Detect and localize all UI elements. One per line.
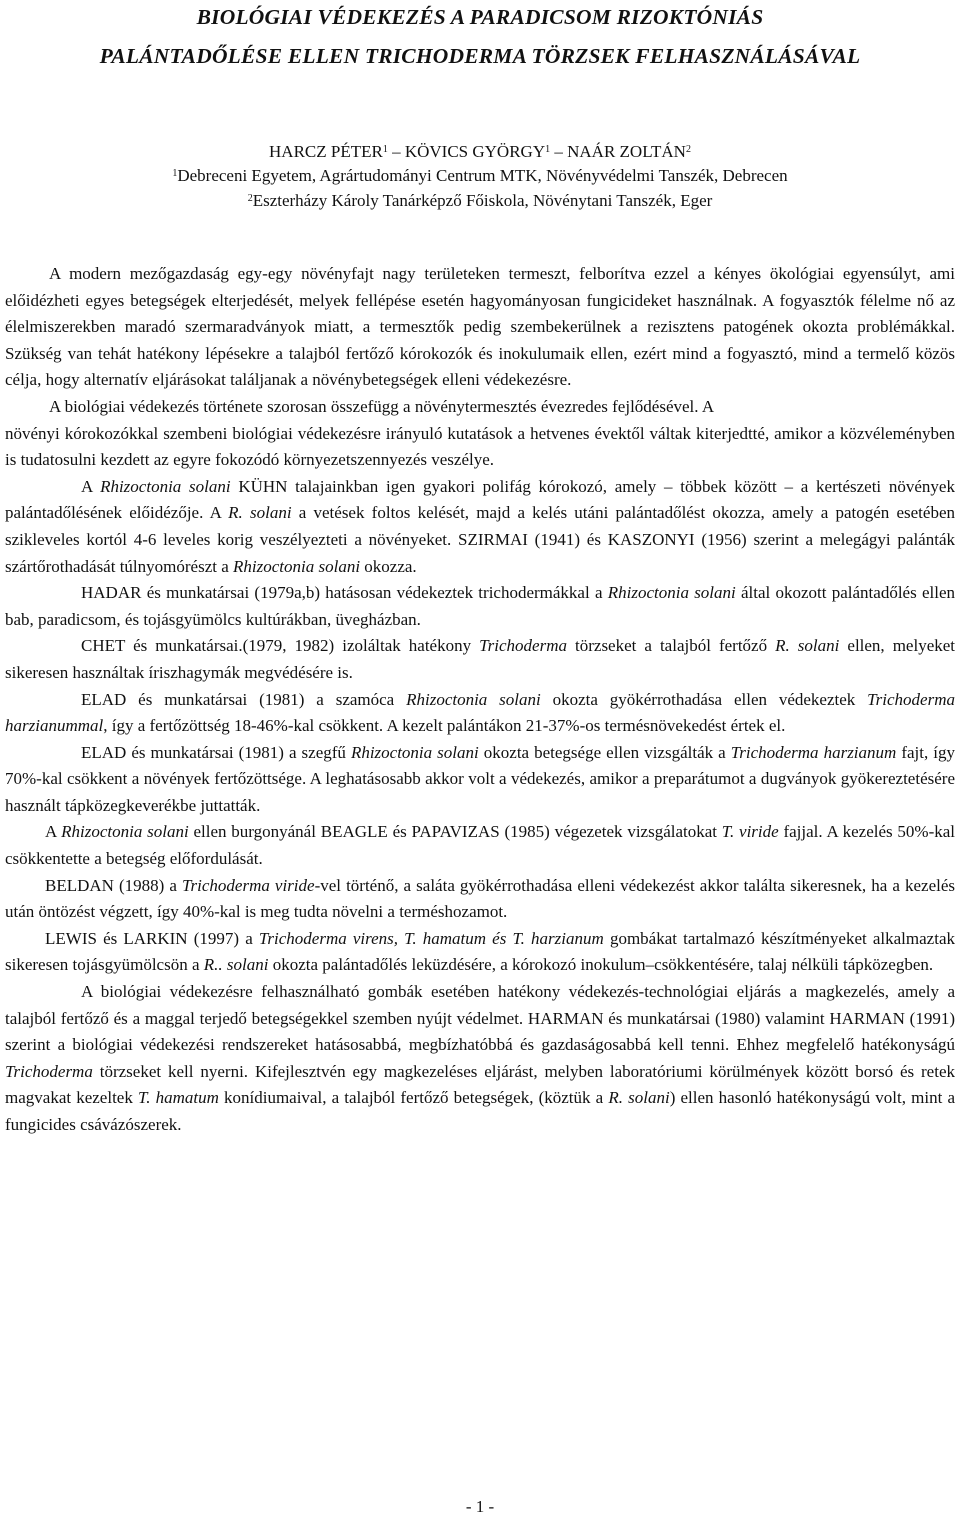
paragraph-10: [5, 926, 955, 979]
text-run: okozta palántadőlés leküzdésére, a kórokozó inokulum–csökkentésére, talaj nélküli tápközegben.: [268, 955, 934, 975]
text-run: [243, 503, 250, 522]
author-2-affiliation-mark: 1: [545, 144, 551, 155]
paragraph-7: [5, 740, 955, 820]
paragraph-2a: A biológiai védekezés története szorosan összefügg a növénytermesztés évezredes fejlődésével. A: [49, 396, 715, 416]
text-run: okozta betegsége ellen vizsgálták a: [478, 742, 731, 762]
species-name: Rhizoctonia solani: [61, 822, 189, 842]
species-name: R. solani: [775, 636, 840, 656]
author-separator: –: [392, 142, 401, 161]
author-separator: –: [554, 142, 563, 161]
species-name: solani: [250, 503, 292, 523]
body-text: [5, 261, 955, 1139]
text-run: ellen, melyeket sikeresen használtak íriszhagymák megvédésére is.: [5, 636, 956, 682]
species-name: R. solani: [608, 1088, 670, 1108]
text-run: fajt, így 70%-kal csökkent a növények fertőzöttsége. A leghatásosabb akkor volt a védekezés, amikor a preparátumot a dugványok gyökereztetésére használt tápközegkeverékbe juttatták.: [5, 742, 955, 815]
text-run: által okozott palántadőlés ellen bab, paradicsom, és tojásgyümölcs kultúrákban, üvegházban.: [5, 583, 955, 629]
paragraph-9: [5, 873, 955, 926]
species-name: Trichoderma viride: [182, 875, 315, 895]
paragraph-1: A modern mezőgazdaság egy-egy növényfajt nagy területeken termeszt, felborítva ezzel a kényes ökológiai egyensúlyt, ami előidézheti egyes betegségek elterjedését, melyek fellépése esetén hagyományosan fungicideket használnak. A fogyasztók félelme nő az élelmiszerekben maradó szermaradványok miatt, a termesztők pedig szembekerülnek a rezisztens patogének okozta problémákkal. Szükség van tehát hatékony lépésekre a talajból fertőző kórokozók és inokulumaik ellen, ezért mind a fogyasztó, mind a termelő közös célja, hogy alternatív eljárásokat találjanak a növénybetegségek elleni védekezésre.: [5, 264, 955, 390]
species-name: R.. solani: [203, 955, 269, 975]
title-line-1: BIOLÓGIAI VÉDEKEZÉS A PARADICSOM RIZOKTÓNIÁS: [196, 5, 764, 29]
text-run: A: [81, 476, 101, 496]
text-run: okozza.: [360, 556, 417, 576]
species-name: Trichoderma virens, T. hamatum és T. harzianum: [258, 928, 604, 948]
text-run: ELAD és munkatársai (1981) a szegfű: [81, 742, 351, 762]
paragraph-2b: növényi kórokozókkal szembeni biológiai védekezésre irányuló kutatások a hetvenes évektől váltak kiterjedtté, amikor a közvéleményben is tudatosulni kezdett az egyre fokozódó környezetszennyezés veszélye.: [5, 423, 955, 470]
text-run: törzseket kell nyerni. Kifejlesztvén egy magkezeléses eljárást, melyben laboratóriumi körülmények között borsó és retek magvakat kezeltek: [5, 1061, 955, 1108]
paragraph-8: [5, 819, 955, 872]
affiliation-2-text: Eszterházy Károly Tanárképző Főiskola, Növénytani Tanszék, Eger: [252, 191, 713, 210]
text-run: fajjal. A kezelés 50%-kal csökkentette a betegség előfordulását.: [5, 822, 955, 869]
text-run: ) ellen hasonló hatékonyságú volt, mint a fungicides csávázószerek.: [5, 1088, 955, 1134]
text-run: ellen burgonyánál BEAGLE és PAPAVIZAS (1985) végezetek vizsgálatokat: [188, 822, 722, 842]
affiliation-1-text: Debreceni Egyetem, Agrártudományi Centrum MTK, Növényvédelmi Tanszék, Debrecen: [177, 166, 788, 185]
text-run: KÜHN talajainkban igen gyakori polifág kórokozó, amely – többek között – a kertészeti növények palántadőlésének előidézője. A: [5, 476, 955, 523]
affiliation-1: [0, 163, 960, 188]
affiliation-1-mark: 1: [172, 168, 178, 179]
paragraph-6: [5, 687, 955, 740]
page-number: - 1 -: [465, 1497, 495, 1516]
author-1-affiliation-mark: 1: [382, 144, 388, 155]
author-1: HARCZ PÉTER: [269, 142, 383, 161]
text-run: CHET és munkatársai.(1979, 1982) izoláltak hatékony: [81, 636, 480, 656]
species-name: Trichoderma harzianum: [730, 742, 897, 762]
text-run: A: [45, 822, 62, 842]
species-name: R.: [228, 503, 243, 523]
species-name: Trichoderma: [479, 636, 567, 656]
text-run: BELDAN (1988) a: [45, 875, 183, 895]
author-line: [0, 139, 960, 164]
affiliation-2: [0, 188, 960, 213]
author-3-affiliation-mark: 2: [685, 144, 691, 155]
text-run: , így a fertőzöttség 18-46%-kal csökkent. A kezelt palántákon 21-37%-os termésnövekedést értek el.: [103, 716, 786, 736]
species-name: Trichoderma harzianummal: [5, 689, 955, 736]
text-run: A biológiai védekezésre felhasználható gombák esetében hatékony védekezés-technológiai eljárás a magkezelés, amely a talajból fertőző és a maggal terjedő betegségekkel szemben nyújt védelmet. HARMAN és munkatársai (1980) valamint HARMAN (1991) szerint a biológiai védekezési rendszereket hatásosabbá, megbízhatóbbá és gazdaságosabbá kell tenni. Ehhez megfelelő hatékonyságú: [5, 982, 955, 1055]
species-name: Rhizoctonia solani: [100, 476, 231, 496]
text-run: gombákat tartalmazó készítményeket alkalmaztak sikeresen tojásgyümölcsön a: [5, 928, 955, 975]
species-name: Rhizoctonia solani: [233, 556, 361, 576]
paragraph-3: [5, 474, 955, 580]
text-run: okozta gyökérrothadása ellen védekeztek: [540, 689, 868, 709]
species-name: T. hamatum: [138, 1088, 219, 1108]
title-line-2: PALÁNTADŐLÉSE ELLEN TRICHODERMA TÖRZSEK FELHASZNÁLÁSÁVAL: [99, 44, 861, 68]
species-name: Rhizoctonia solani: [607, 583, 736, 603]
text-run: a vetések foltos kelését, majd a kelés utáni palántadőlést okozza, amely a patogén esetében szikleveles kortól 4-6 leveles korig veszélyezteti a növényeket. SZIRMAI (1941) és KASZONYI (1956) szerint a melegágyi palánták szártőrothadását túlnyomórészt a: [5, 503, 955, 576]
paragraph-4: [5, 580, 955, 633]
text-run: ELAD és munkatársai (1981) a szamóca: [81, 689, 407, 709]
species-name: T. viride: [721, 822, 779, 842]
text-run: konídiumaival, a talajból fertőző betegségek, (köztük a: [218, 1088, 609, 1108]
species-name: Rhizoctonia solani: [406, 689, 541, 709]
text-run: LEWIS és LARKIN (1997) a: [45, 928, 259, 948]
text-run: HADAR és munkatársai (1979a,b) hatásosan védekeztek trichodermákkal a: [81, 583, 608, 603]
author-2: KÖVICS GYÖRGY: [404, 142, 546, 161]
text-run: -vel történő, a saláta gyökérrothadása elleni védekezést akkor találta sikeresnek, ha a kezelés után öntözést végzett, így 40%-kal is meg tudta növelni a terméshozamot.: [5, 875, 955, 922]
paragraph-5: [5, 633, 955, 686]
species-name: Rhizoctonia solani: [350, 742, 479, 762]
affiliation-2-mark: 2: [247, 193, 253, 204]
author-3: NAÁR ZOLTÁN: [567, 142, 686, 161]
text-run: törzseket a talajból fertőző: [566, 636, 776, 656]
species-name: Trichoderma: [5, 1061, 93, 1081]
paragraph-11: [5, 979, 955, 1139]
